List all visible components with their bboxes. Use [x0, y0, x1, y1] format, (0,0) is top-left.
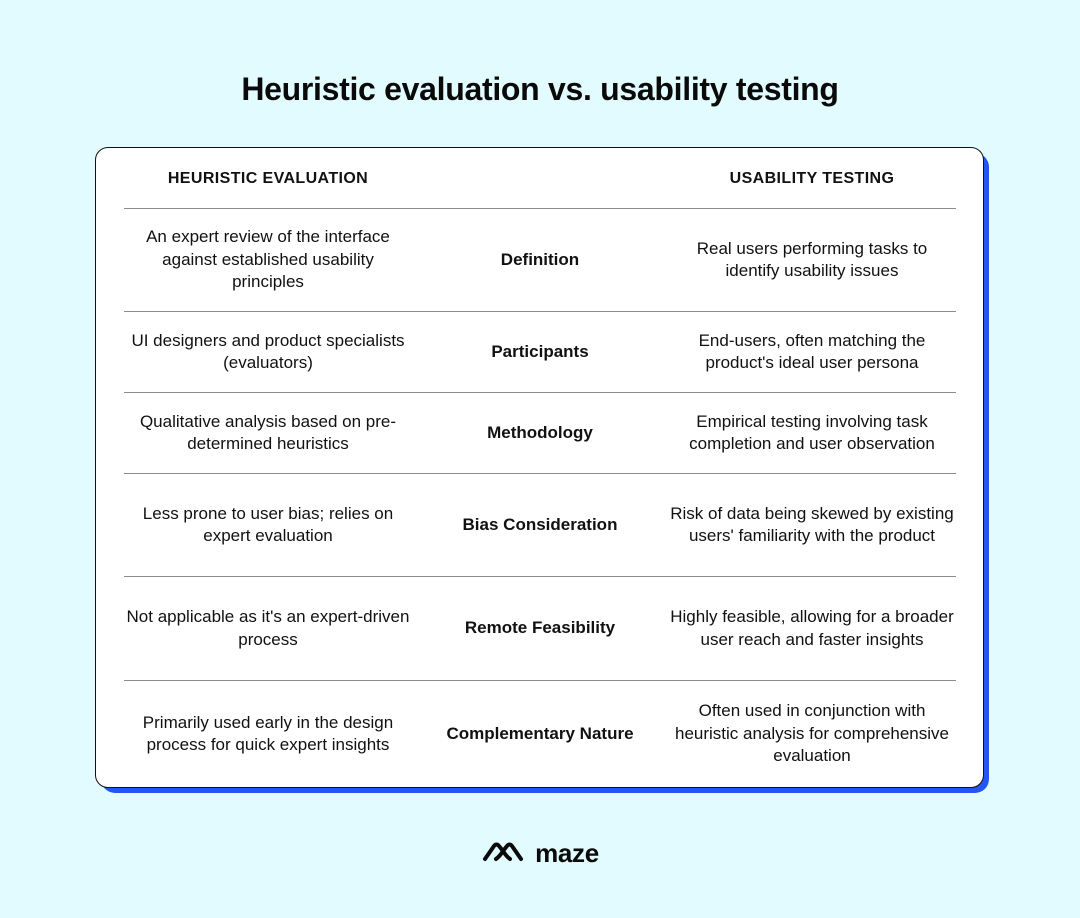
table-row	[124, 681, 956, 787]
table-row	[124, 393, 956, 473]
usability-cell: Highly feasible, allowing for a broader user reach and faster insights	[670, 607, 954, 649]
heuristic-cell: An expert review of the interface against established usability principles	[146, 227, 390, 292]
criterion-label: Methodology	[487, 422, 593, 442]
table-row	[124, 474, 956, 576]
usability-cell: Risk of data being skewed by existing users' familiarity with the product	[670, 503, 954, 545]
maze-logo-icon	[481, 838, 525, 869]
table-row	[124, 312, 956, 392]
criterion-label: Bias Consideration	[462, 514, 618, 534]
heuristic-cell: Less prone to user bias; relies on expert evaluation	[142, 503, 394, 545]
table-row	[124, 577, 956, 680]
usability-cell: Real users performing tasks to identify usability issues	[696, 238, 928, 280]
criterion-label: Remote Feasibility	[464, 618, 616, 638]
column-header-heuristic: HEURISTIC EVALUATION	[167, 170, 369, 187]
criterion-label: Participants	[491, 341, 589, 361]
page-title: Heuristic evaluation vs. usability testing	[241, 71, 839, 107]
table-row	[124, 209, 956, 311]
criterion-label: Definition	[500, 249, 580, 269]
usability-cell: Empirical testing involving task completion and user observation	[689, 411, 935, 453]
heuristic-cell: Primarily used early in the design process for quick expert insights	[142, 712, 394, 754]
heuristic-cell: Qualitative analysis based on pre-determined heuristics	[139, 411, 397, 453]
heuristic-cell: Not applicable as it's an expert-driven process	[126, 607, 410, 649]
usability-cell: Often used in conjunction with heuristic analysis for comprehensive evaluation	[674, 701, 949, 766]
column-header-usability: USABILITY TESTING	[729, 170, 895, 187]
criterion-label: Complementary Nature	[446, 723, 634, 743]
brand-name: maze	[535, 838, 599, 868]
usability-cell: End-users, often matching the product's ideal user persona	[698, 330, 926, 372]
heuristic-cell: UI designers and product specialists (evaluators)	[131, 330, 405, 372]
maze-logo	[0, 838, 1080, 869]
